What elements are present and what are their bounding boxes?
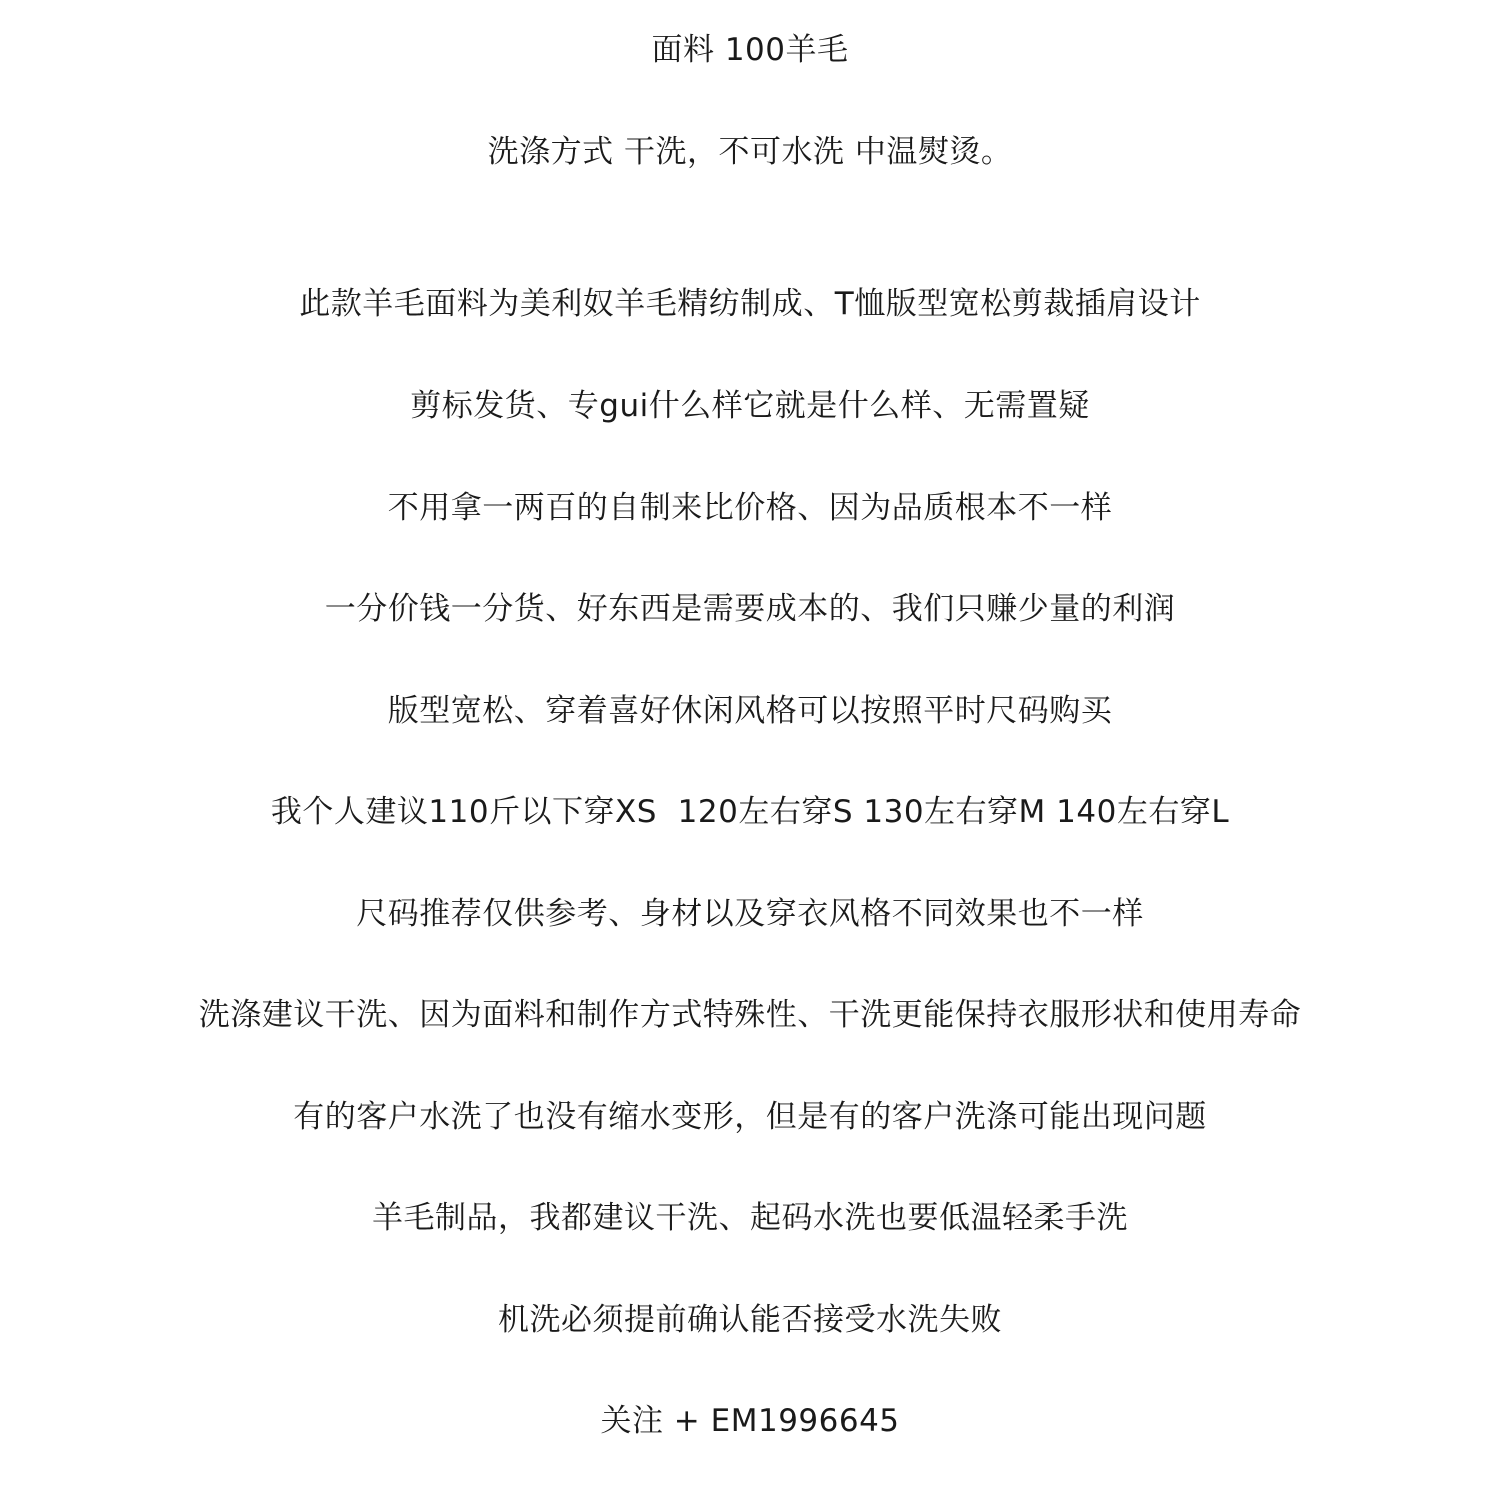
- washing-method-line: 洗涤方式 干洗，不可水洗 中温熨烫。: [487, 134, 1013, 170]
- care-advice-line: 机洗必须提前确认能否接受水洗失败: [498, 1302, 1002, 1338]
- size-advice-line: 我个人建议110斤以下穿XS 120左右穿S 130左右穿M 140左右穿L: [270, 794, 1230, 830]
- description-line: 剪标发货、专gui什么样它就是什么样、无需置疑: [410, 388, 1090, 424]
- care-advice-line: 羊毛制品，我都建议干洗、起码水洗也要低温轻柔手洗: [372, 1200, 1128, 1236]
- care-advice-line: 有的客户水洗了也没有缩水变形，但是有的客户洗涤可能出现问题: [293, 1099, 1207, 1135]
- description-line: 此款羊毛面料为美利奴羊毛精纺制成、T恤版型宽松剪裁插肩设计: [299, 286, 1201, 322]
- fabric-line: 面料 100羊毛: [651, 32, 849, 68]
- description-line: 版型宽松、穿着喜好休闲风格可以按照平时尺码购买: [387, 693, 1113, 729]
- description-line: 不用拿一两百的自制来比价格、因为品质根本不一样: [387, 490, 1113, 526]
- care-advice-line: 洗涤建议干洗、因为面料和制作方式特殊性、干洗更能保持衣服形状和使用寿命: [198, 997, 1302, 1033]
- description-line: 尺码推荐仅供参考、身材以及穿衣风格不同效果也不一样: [356, 896, 1144, 932]
- description-line: 一分价钱一分货、好东西是需要成本的、我们只赚少量的利润: [324, 591, 1176, 627]
- follow-line: 关注 + EM1996645: [600, 1403, 900, 1439]
